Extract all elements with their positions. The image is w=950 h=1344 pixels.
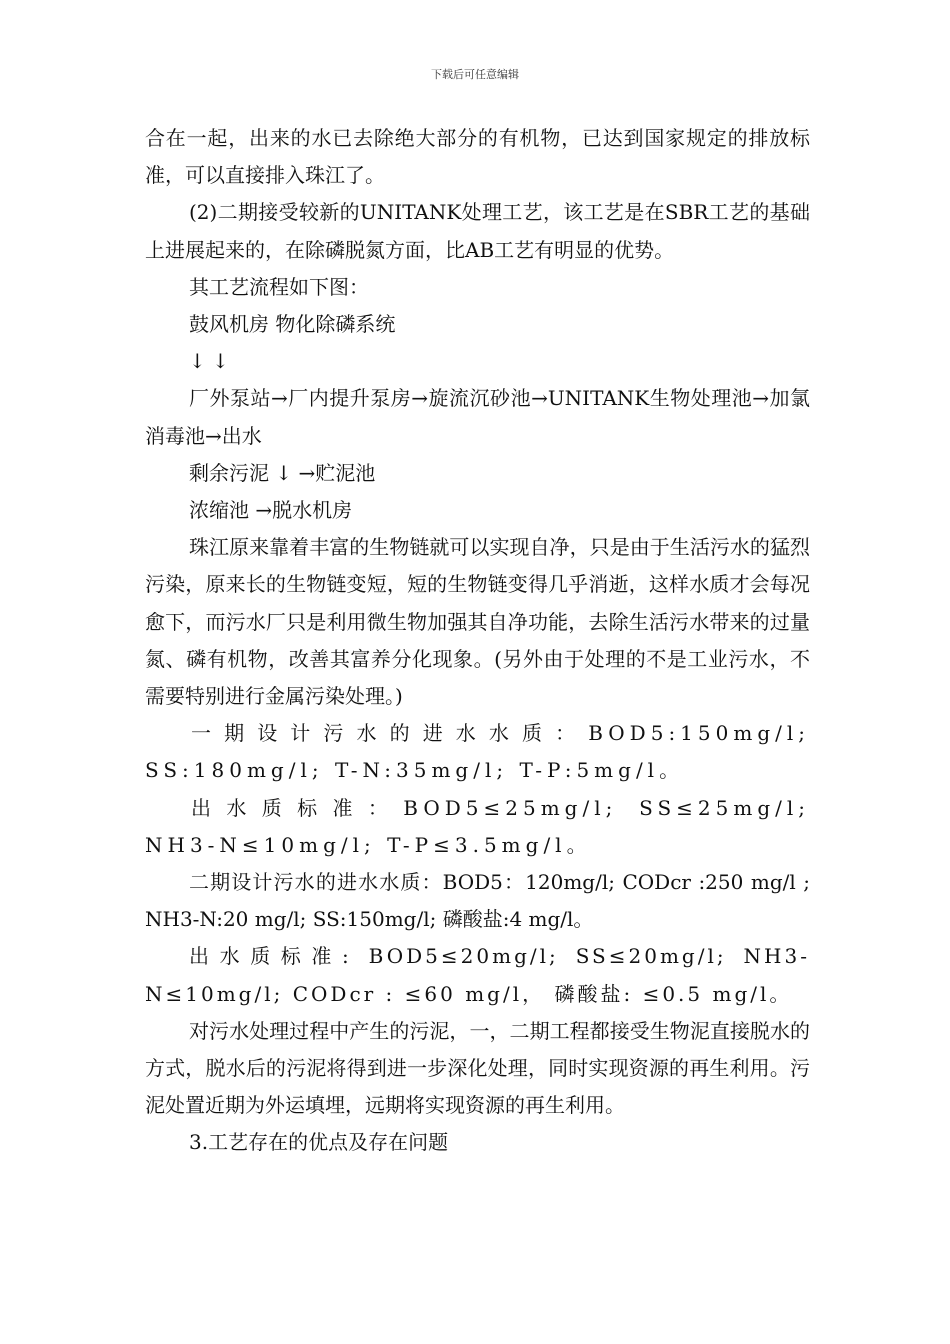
paragraph-pearl-river: 珠江原来靠着丰富的生物链就可以实现自净，只是由于生活污水的猛烈污染，原来长的生物链变短，短的生物链变得几乎消逝，这样水质才会每况愈下，而污水厂只是利用微生物加强其自净功能，去除生活污水带来的过量氮、磷有机物，改善其富养分化现象。(另外由于处理的不是工业污水，不需要特别进行金属污染处理。): [145, 535, 810, 709]
paragraph-sludge-treatment: 对污水处理过程中产生的污泥，一，二期工程都接受生物泥直接脱水的方式，脱水后的污泥将得到进一步深化处理，同时实现资源的再生利用。污泥处置近期为外运填埋，远期将实现资源的再生利用。: [145, 1018, 810, 1118]
paragraph-phase-two-intro: (2)二期接受较新的UNITANK处理工艺，该工艺是在SBR工艺的基础上进展起来的，在除磷脱氮方面，比AB工艺有明显的优势。: [145, 200, 810, 262]
paragraph-phase-one-effluent: 出水质标准：BOD5≤25mg/l; SS≤25mg/l; NH3-N≤10mg/l; T-P≤3.5mg/l。: [145, 795, 810, 857]
paragraph-phase-two-influent: 二期设计污水的进水水质：BOD5：120mg/l; CODcr :250 mg/l ; NH3-N:20 mg/l; SS:150mg/l; 磷酸盐:4 mg/l。: [145, 870, 810, 932]
flow-line-main: 厂外泵站→厂内提升泵房→旋流沉砂池→UNITANK生物处理池→加氯消毒池→出水: [145, 386, 810, 448]
paragraph-continued: 合在一起，出来的水已去除绝大部分的有机物，已达到国家规定的排放标准，可以直接排入珠江了。: [145, 126, 810, 188]
paragraph-phase-two-effluent: 出水质标准: BOD5≤20mg/l; SS≤20mg/l; NH3-N≤10mg/l; CODcr : ≤60 mg/l， 磷酸盐: ≤0.5 mg/l。: [145, 944, 810, 1006]
paragraph-flow-intro: 其工艺流程如下图：: [189, 274, 369, 299]
flow-line-down-arrows: ↓ ↓: [189, 349, 229, 374]
page-header: 下载后可任意编辑: [431, 68, 519, 81]
document-body: [145, 120, 810, 1162]
section-heading-advantages: 3.工艺存在的优点及存在问题: [189, 1130, 449, 1155]
paragraph-phase-one-influent: 一期设计污水的进水水质：BOD5:150mg/l; SS:180mg/l; T-N:35mg/l; T-P:5mg/l。: [145, 721, 810, 783]
flow-line-top-units: 鼓风机房 物化除磷系统: [189, 312, 396, 337]
flow-line-sludge: 剩余污泥 ↓ →贮泥池: [189, 460, 376, 485]
flow-line-thickening: 浓缩池 →脱水机房: [189, 498, 353, 523]
